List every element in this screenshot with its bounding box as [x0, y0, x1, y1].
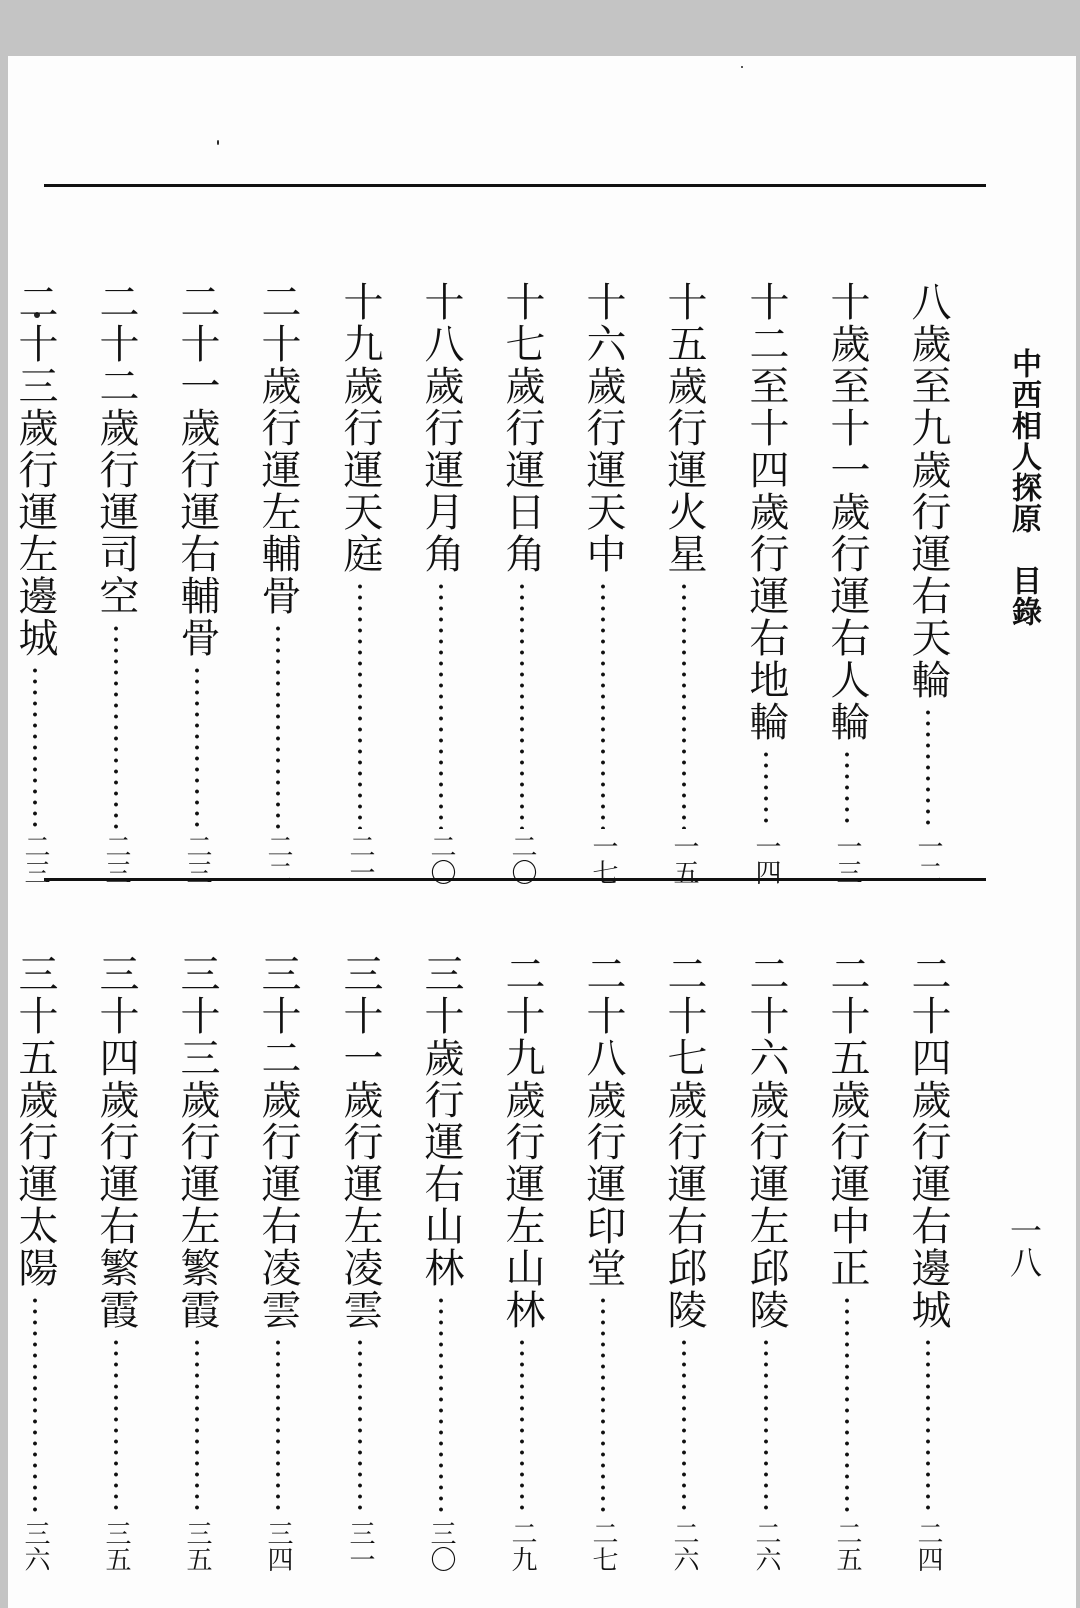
toc-entry-title: 二十八歲行運印堂: [580, 953, 626, 1289]
toc-entry: [417, 953, 465, 1572]
dot-leader: [33, 665, 37, 829]
dot-leader: [358, 581, 362, 829]
toc-entry-page: 三四: [263, 1520, 293, 1572]
toc-entry-title: 三十三歲行運左繁霞: [174, 953, 220, 1331]
toc-entry-title: 二十九歲行運左山林: [499, 953, 545, 1331]
toc-entry-page: 三五: [182, 1520, 212, 1572]
toc-entry-page: 二一: [345, 833, 375, 885]
dot-leader: [276, 1337, 280, 1516]
toc-entry-page: 一四: [751, 833, 781, 885]
toc-entry-page: 三六: [20, 1520, 50, 1572]
toc-entry-title: 三十二歲行運右凌雲: [255, 953, 301, 1331]
toc-entry-title: 三十一歲行運左凌雲: [337, 953, 383, 1331]
toc-entry-page: 二〇: [507, 833, 537, 885]
toc-entry-title: 十八歲行運月角: [418, 281, 464, 575]
toc-entry-title: 十七歲行運日角: [499, 281, 545, 575]
toc-entry-page: 二七: [588, 1520, 618, 1572]
toc-entry-page: 三〇: [426, 1520, 456, 1572]
toc-entry: [254, 953, 302, 1572]
toc-entry-page: 一七: [588, 833, 618, 885]
toc-entry-title: 十二至十四歲行運右地輪: [743, 281, 789, 743]
toc-entry: [11, 953, 59, 1572]
dot-leader: [926, 1337, 930, 1516]
toc-entry-title: 十歲至十一歲行運右人輪: [824, 281, 870, 743]
dot-leader: [114, 1337, 118, 1516]
toc-entry: [173, 281, 221, 885]
toc-entry-title: 三十歲行運右山林: [418, 953, 464, 1289]
dot-leader: [195, 665, 199, 829]
dot-leader: [601, 581, 605, 829]
toc-entry-page: 二六: [751, 1520, 781, 1572]
toc-entry: [823, 281, 871, 885]
toc-entry: [742, 953, 790, 1572]
toc-entry-title: 三十四歲行運右繁霞: [93, 953, 139, 1331]
page-number: 一八: [1005, 1214, 1043, 1278]
toc-entry: [660, 953, 708, 1572]
toc-entry-page: 二〇: [426, 833, 456, 885]
print-speck: [741, 66, 743, 68]
toc-entry-page: 二三: [101, 833, 131, 885]
dot-leader: [845, 1295, 849, 1516]
dot-leader: [682, 581, 686, 829]
toc-entry-title: 十五歲行運火星: [661, 281, 707, 575]
dot-leader: [845, 749, 849, 829]
toc-entry-title: 二十歲行運左輔骨: [255, 281, 301, 617]
toc-entry: [498, 953, 546, 1572]
toc-entry: [904, 953, 952, 1572]
toc-entry-title: 八歲至九歲行運右天輪: [905, 281, 951, 701]
toc-entry-page: 二三: [20, 833, 50, 885]
toc-entry-page: 一五: [669, 833, 699, 885]
toc-entry-page: 二九: [507, 1520, 537, 1572]
dot-leader: [33, 1295, 37, 1516]
dot-leader: [520, 1337, 524, 1516]
toc-entry: [660, 281, 708, 885]
toc-entry: [904, 281, 952, 885]
dot-leader: [358, 1337, 362, 1516]
toc-entry-title: 二十三歲行運左邊城: [12, 281, 58, 659]
toc-entry: [92, 281, 140, 885]
toc-entry: [336, 281, 384, 885]
dot-leader: [439, 1295, 443, 1516]
toc-entry: [823, 953, 871, 1572]
toc-entry: [579, 953, 627, 1572]
toc-entry-title: 十九歲行運天庭: [337, 281, 383, 575]
dot-leader: [439, 581, 443, 829]
toc-entry-page: 三五: [101, 1520, 131, 1572]
toc-entry-title: 二十四歲行運右邊城: [905, 953, 951, 1331]
dot-leader: [601, 1295, 605, 1516]
toc-entry-title: 三十五歲行運太陽: [12, 953, 58, 1289]
toc-entry-page: 二六: [669, 1520, 699, 1572]
dot-leader: [276, 623, 280, 829]
toc-entry-title: 二十二歲行運司空: [93, 281, 139, 617]
toc-entry-page: 二三: [182, 833, 212, 885]
dot-leader: [926, 707, 930, 829]
toc-entry-page: 三一: [345, 1520, 375, 1572]
toc-entry-title: 二十六歲行運左邱陵: [743, 953, 789, 1331]
dot-leader: [114, 623, 118, 829]
print-speck: [217, 140, 219, 145]
dot-leader: [764, 1337, 768, 1516]
toc-entry-page: 一三: [832, 833, 862, 885]
toc-entry-title: 十六歲行運天中: [580, 281, 626, 575]
toc-entry-page: 一二: [913, 833, 943, 885]
toc-entry-title: 二十一歲行運右輔骨: [174, 281, 220, 659]
toc-entry: [11, 281, 59, 885]
running-header-title: 中西相人探原 目錄: [1006, 348, 1041, 627]
dot-leader: [520, 581, 524, 829]
dot-leader: [682, 1337, 686, 1516]
dot-leader: [764, 749, 768, 829]
toc-entry-page: 二五: [832, 1520, 862, 1572]
toc-entry: [173, 953, 221, 1572]
toc-entry: [417, 281, 465, 885]
toc-entry: [92, 953, 140, 1572]
toc-entry-title: 二十七歲行運右邱陵: [661, 953, 707, 1331]
toc-entry-page: 二二: [263, 833, 293, 885]
toc-entry: [336, 953, 384, 1572]
dot-leader: [195, 1337, 199, 1516]
toc-entry: [742, 281, 790, 885]
toc-entry-page: 二四: [913, 1520, 943, 1572]
toc-entry-title: 二十五歲行運中正: [824, 953, 870, 1289]
toc-entry: [498, 281, 546, 885]
toc-entry: [254, 281, 302, 885]
toc-entry: [579, 281, 627, 885]
top-rule: [44, 184, 986, 187]
